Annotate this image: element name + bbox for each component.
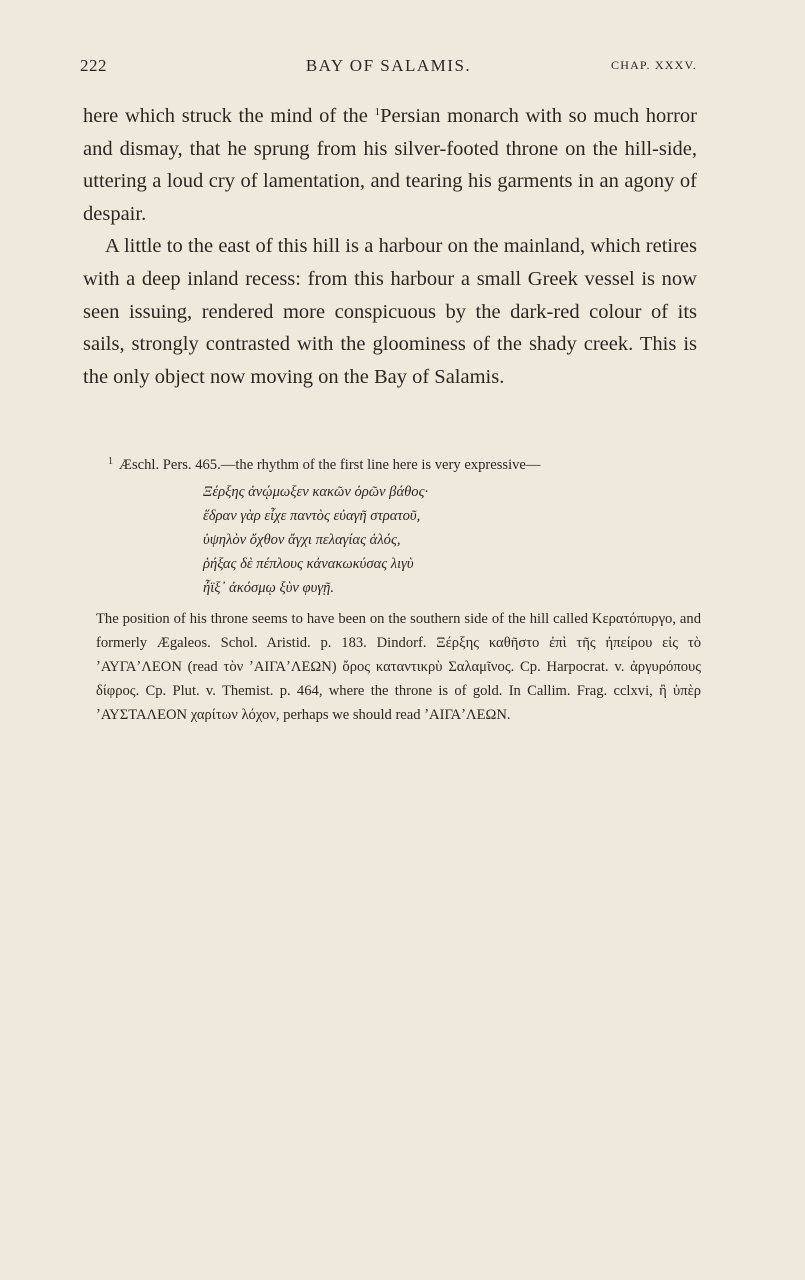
verse-line: Ξέρξης ἀνῴμωξεν κακῶν ὁρῶν βάθος·	[203, 484, 429, 501]
paragraph-2: A little to the east of this hill is a harbour on the mainland, which retires with a deep inland recess: from this harbour a small Greek vessel is now seen issuing, rendered more conspicuous by the dark-red colour of its sails, strongly contrasted with the gloominess of the shady creek. This is the only object now moving on the Bay of Salamis.	[83, 235, 697, 388]
footnote-intro: Æschl. Pers. 465.—the rhythm of the first line here is very expressive—	[119, 457, 541, 473]
verse-line: ῥήξας δὲ πέπλους κἀνακωκύσας λιγὺ	[203, 556, 414, 573]
verse-line: ἦϊξ᾽ ἀκόσμῳ ξὺν φυγῇ.	[203, 580, 334, 597]
paragraph-1	[83, 100, 697, 230]
page-number: 222	[80, 56, 107, 75]
footnote-reference[interactable]: 1	[374, 106, 381, 118]
footnote	[96, 453, 701, 727]
paragraph-1-rest: Persian monarch with so much horror and dismay, that he sprung from his silver-footed throne on the hill-side, uttering a loud cry of lamentation, and tearing his garments in an agony of despair.	[83, 105, 697, 225]
footnote-mark: 1	[108, 456, 113, 467]
running-title: BAY OF SALAMIS.	[305, 56, 472, 75]
main-text	[83, 100, 697, 393]
verse-line: ὑψηλὸν ὄχθον ἄγχι πελαγίας ἁλός,	[203, 532, 401, 549]
greek-verse	[203, 480, 701, 600]
footnote-paragraph: The position of his throne seems to have been on the southern side of the hill called Κερατόπυργο, and formerly Ægaleos. Schol. Aristid. p. 183. Dindorf. Ξέρξης καθῆστο ἐπὶ τῆς ἠπείρου εἰς τὸ ʼΑΥΓΑʼΛΕΟΝ (read τὸν ʼΑΙΓΑʼΛΕΩΝ) ὄρος καταντικρὺ Σαλαμῖνος. Cp. Harpocrat. v. ἀργυρόπους δίφρος. Cp. Plut. v. Themist. p. 464, where the throne is of gold. In Callim. Frag. cclxvi, ἢ ὑπὲρ ʼΑΥΣΤΑΛΕΟΝ χαρίτων λόχον, perhaps we should read ʼΑΙΓΑʼΛΕΩΝ.	[96, 610, 701, 723]
footnote-intro-line	[96, 453, 701, 477]
paragraph-1-start: here which struck the mind of the	[83, 105, 368, 127]
verse-line: ἕδραν γὰρ εἶχε παντὸς εὐαγῆ στρατοῦ,	[203, 508, 421, 525]
chapter-label: CHAP. XXXV.	[611, 58, 697, 72]
running-header	[80, 56, 697, 80]
